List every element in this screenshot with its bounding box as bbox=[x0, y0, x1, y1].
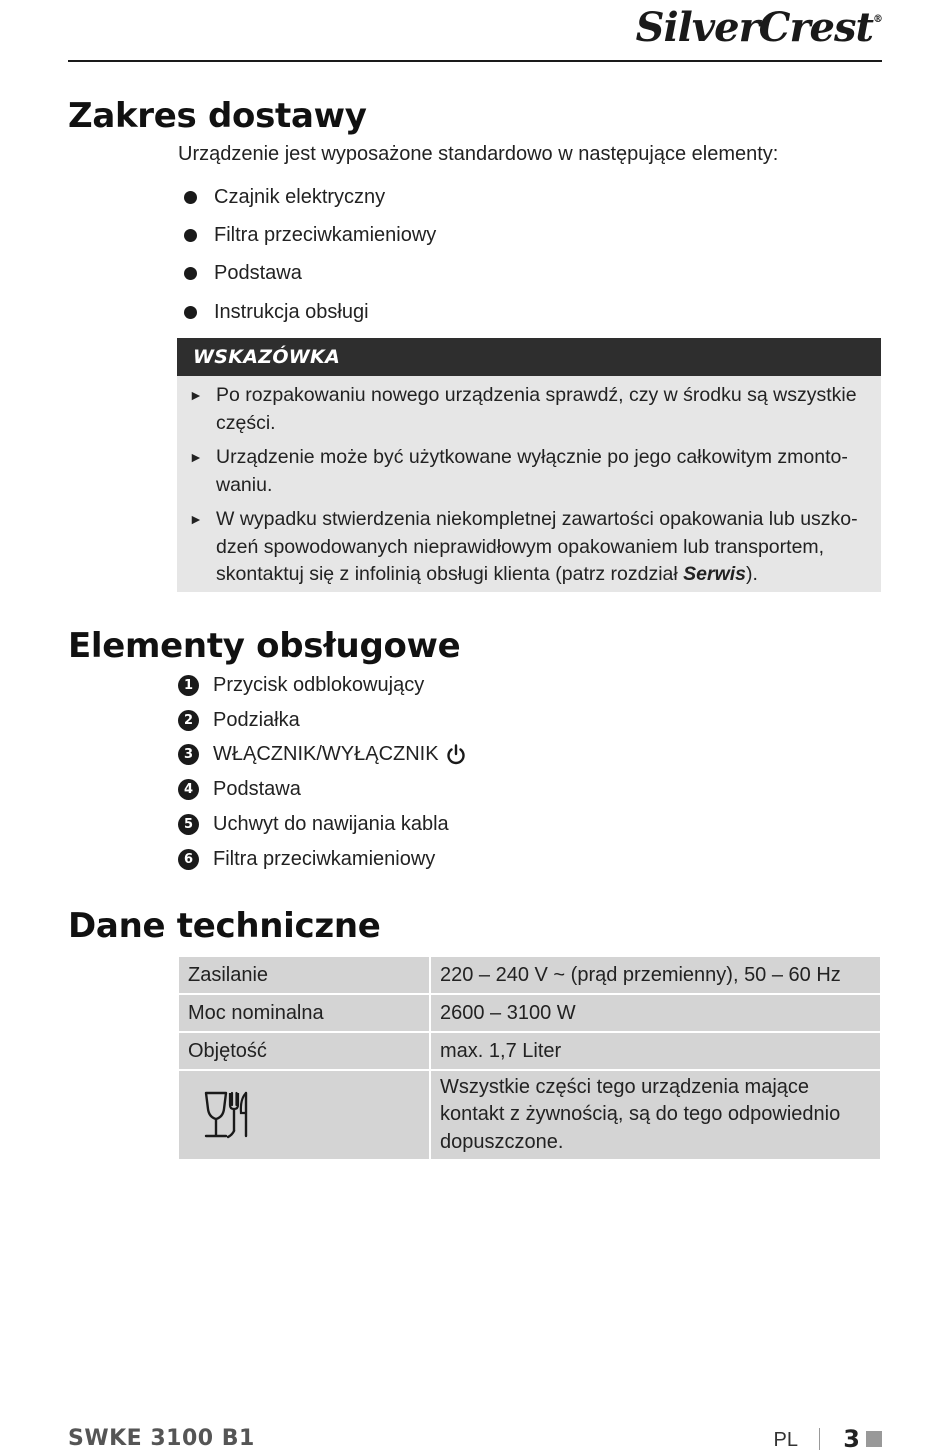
list-item: 4 Podstawa bbox=[178, 772, 467, 807]
controls-title: Elementy obsługowe bbox=[68, 626, 461, 666]
list-item: Instrukcja obsługi bbox=[184, 293, 436, 331]
list-item: 3 WŁĄCZNIK/WYŁĄCZNIK bbox=[178, 738, 467, 773]
list-item: 1 Przycisk odblokowujący bbox=[178, 668, 467, 703]
note-box bbox=[177, 338, 881, 592]
model-number: SWKE 3100 B1 bbox=[68, 1426, 255, 1451]
list-item: Czajnik elektryczny bbox=[184, 178, 436, 216]
number-badge: 5 bbox=[178, 814, 199, 835]
number-badge: 1 bbox=[178, 675, 199, 696]
list-item: 5 Uchwyt do nawijania kabla bbox=[178, 807, 467, 842]
delivery-list bbox=[184, 178, 436, 331]
note-item: ► W wypadku stwierdzenia niekompletnej zawartości opakowania lub uszko- dzeń spowodowanych nieprawidłowym opakowaniem lub transportem, skontaktuj się z infolinią obsługi klienta (patrz rozdział Serwis). bbox=[189, 508, 858, 585]
bullet-icon bbox=[184, 306, 197, 319]
note-title: WSKAZÓWKA bbox=[177, 338, 881, 376]
table-row: Zasilanie 220 – 240 V ~ (prąd przemienny), 50 – 60 Hz bbox=[179, 957, 880, 993]
brand-logo: SilverCrest® bbox=[635, 4, 882, 51]
bullet-icon bbox=[184, 191, 197, 204]
specs-table bbox=[177, 955, 882, 1161]
list-item: 6 Filtra przeciwkamieniowy bbox=[178, 842, 467, 877]
header-rule bbox=[68, 60, 882, 62]
specs-title: Dane techniczne bbox=[68, 906, 381, 946]
square-marker-icon bbox=[866, 1431, 882, 1447]
page-footer bbox=[68, 1424, 882, 1456]
controls-list bbox=[178, 668, 467, 877]
list-item: 2 Podziałka bbox=[178, 703, 467, 738]
number-badge: 3 bbox=[178, 744, 199, 765]
bullet-icon bbox=[184, 267, 197, 280]
footer-divider bbox=[819, 1428, 820, 1450]
table-row: Moc nominalna 2600 – 3100 W bbox=[179, 995, 880, 1031]
table-row: Wszystkie części tego urządzenia mające kontakt z żywnością, są do tego odpowiednio dopuszczone. bbox=[179, 1071, 880, 1159]
delivery-title: Zakres dostawy bbox=[68, 96, 367, 136]
delivery-intro: Urządzenie jest wyposażone standardowo w następujące elementy: bbox=[178, 143, 779, 165]
table-row: Objętość max. 1,7 Liter bbox=[179, 1033, 880, 1069]
service-chapter-ref: Serwis bbox=[683, 563, 747, 585]
triangle-bullet-icon: ► bbox=[189, 511, 203, 527]
note-item: ► Po rozpakowaniu nowego urządzenia sprawdź, czy w środku są wszystkie części. bbox=[189, 384, 857, 434]
list-item: Podstawa bbox=[184, 255, 436, 293]
note-item: ► Urządzenie może być użytkowane wyłącznie po jego całkowitym zmonto- waniu. bbox=[189, 446, 848, 496]
page-number: 3 bbox=[843, 1425, 860, 1453]
number-badge: 4 bbox=[178, 779, 199, 800]
language-code: PL bbox=[773, 1429, 798, 1451]
number-badge: 2 bbox=[178, 710, 199, 731]
number-badge: 6 bbox=[178, 849, 199, 870]
food-safe-icon bbox=[202, 1089, 250, 1141]
power-icon bbox=[445, 744, 467, 766]
list-item: Filtra przeciwkamieniowy bbox=[184, 216, 436, 254]
triangle-bullet-icon: ► bbox=[189, 449, 203, 465]
bullet-icon bbox=[184, 229, 197, 242]
triangle-bullet-icon: ► bbox=[189, 387, 203, 403]
